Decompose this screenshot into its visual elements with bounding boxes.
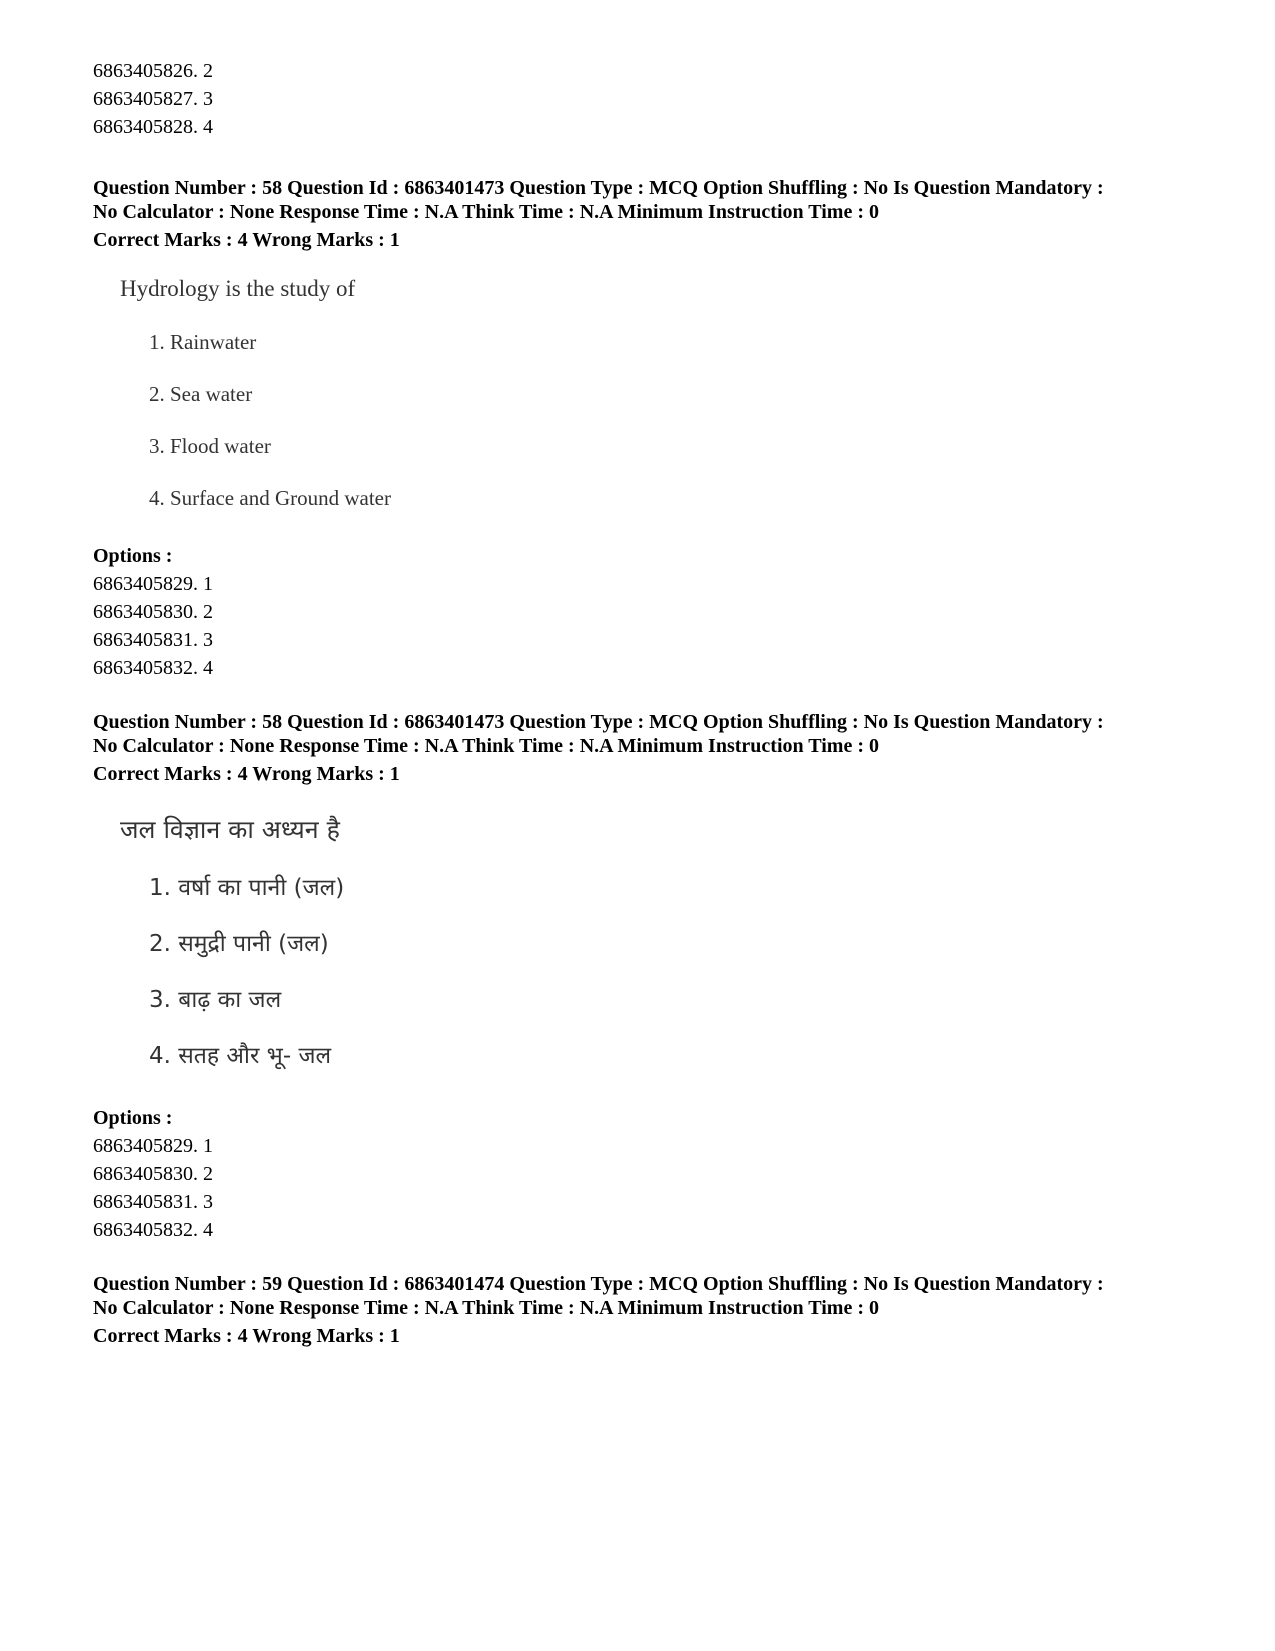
option-line: 6863405832. 4	[93, 657, 213, 679]
question-block-58-en	[93, 176, 1193, 682]
question-marks: Correct Marks : 4 Wrong Marks : 1	[93, 763, 400, 785]
option-line: 6863405829. 1	[93, 1135, 213, 1157]
question-meta-line1: Question Number : 58 Question Id : 6863401473 Question Type : MCQ Option Shuffling : No Is Question Mandatory :	[93, 177, 1104, 199]
choice-item: 4. Surface and Ground water	[149, 486, 391, 510]
options-label: Options :	[93, 545, 173, 567]
choice-item: 2. Sea water	[149, 382, 253, 406]
option-line: 6863405828. 4	[93, 116, 213, 138]
question-meta-line2: No Calculator : None Response Time : N.A Think Time : N.A Minimum Instruction Time : 0	[93, 1297, 879, 1319]
question-block-59	[93, 1272, 1193, 1348]
choice-item: 2. समुद्री पानी (जल)	[149, 931, 329, 957]
option-line: 6863405826. 2	[93, 60, 213, 82]
question-image	[93, 786, 1193, 1104]
choice-item: 4. सतह और भू- जल	[149, 1043, 332, 1069]
choice-item: 1. Rainwater	[149, 330, 257, 354]
option-line: 6863405830. 2	[93, 1163, 213, 1185]
question-marks: Correct Marks : 4 Wrong Marks : 1	[93, 229, 400, 251]
question-stem: Hydrology is the study of	[120, 276, 356, 301]
option-line: 6863405832. 4	[93, 1219, 213, 1241]
question-block-58-hi	[93, 710, 1193, 1244]
options-label: Options :	[93, 1107, 173, 1129]
choice-item: 1. वर्षा का पानी (जल)	[149, 875, 345, 901]
question-meta-line2: No Calculator : None Response Time : N.A Think Time : N.A Minimum Instruction Time : 0	[93, 201, 879, 223]
prev-options-list	[93, 57, 213, 141]
question-meta-line2: No Calculator : None Response Time : N.A Think Time : N.A Minimum Instruction Time : 0	[93, 735, 879, 757]
question-marks: Correct Marks : 4 Wrong Marks : 1	[93, 1325, 400, 1347]
option-line: 6863405831. 3	[93, 629, 213, 651]
question-meta-line1: Question Number : 58 Question Id : 6863401473 Question Type : MCQ Option Shuffling : No Is Question Mandatory :	[93, 711, 1104, 733]
option-line: 6863405831. 3	[93, 1191, 213, 1213]
choice-item: 3. Flood water	[149, 434, 271, 458]
question-image	[93, 252, 1193, 542]
option-line: 6863405829. 1	[93, 573, 213, 595]
option-line: 6863405830. 2	[93, 601, 213, 623]
question-meta-line1: Question Number : 59 Question Id : 6863401474 Question Type : MCQ Option Shuffling : No Is Question Mandatory :	[93, 1273, 1104, 1295]
question-stem: जल विज्ञान का अध्यन है	[120, 815, 340, 844]
choice-item: 3. बाढ़ का जल	[149, 987, 282, 1013]
option-line: 6863405827. 3	[93, 88, 213, 110]
